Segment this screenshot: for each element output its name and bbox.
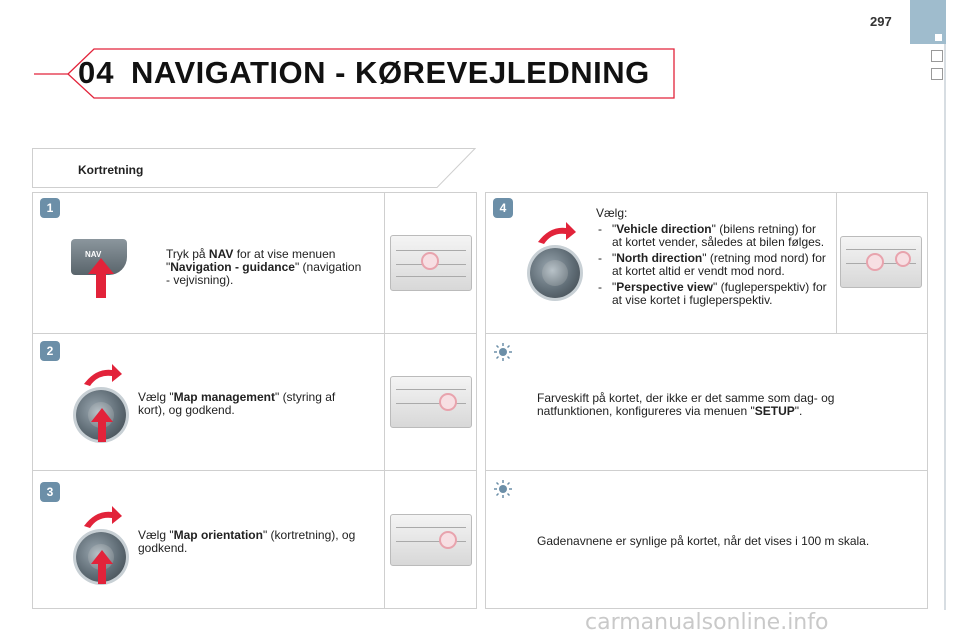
radio-panel-illustration	[390, 235, 472, 291]
column-divider	[384, 192, 385, 609]
tip-1-text: Farveskift på kortet, der ikke er det samme som dag- og natfunktionen, konfigureres via menuen "SETUP".	[537, 391, 835, 418]
step-1-text: Tryk på NAV for at vise menuen "Navigation - guidance" (navigation - vejvisning).	[166, 247, 362, 287]
rotate-arrow-icon	[82, 506, 122, 528]
tip-2-text: Gadenavnene er synlige på kortet, når det vises i 100 m skala.	[537, 534, 870, 548]
option-north-direction: - "North direction" (retning mod nord) for at kortet altid er vendt mod nord.	[596, 252, 828, 278]
step-badge: 3	[40, 482, 60, 502]
step-3-text: Vælg "Map orientation" (kortretning), og godkend.	[138, 528, 356, 555]
row-divider	[32, 333, 477, 334]
rotate-arrow-icon	[536, 222, 576, 244]
tab-marker	[935, 34, 942, 41]
step-badge: 1	[40, 198, 60, 218]
row-divider	[485, 333, 928, 334]
radio-panel-illustration	[840, 236, 922, 288]
row-divider	[485, 470, 928, 471]
press-arrow-icon	[91, 550, 113, 584]
row-divider	[32, 470, 477, 471]
tip-lightbulb-icon	[494, 343, 512, 361]
side-rule	[944, 44, 946, 610]
press-arrow-icon	[91, 408, 113, 442]
side-box-2	[931, 68, 943, 80]
side-box-1	[931, 50, 943, 62]
section-title: Kortretning	[78, 163, 144, 177]
nav-button-label: NAV	[85, 250, 102, 259]
column-divider	[836, 192, 837, 333]
step-badge: 4	[493, 198, 513, 218]
rotary-knob-icon	[530, 248, 580, 298]
option-perspective-view: - "Perspective view" (fugleperspektiv) for at vise kortet i fugleperspektiv.	[596, 281, 828, 307]
step-4-text: Vælg: - "Vehicle direction" (bilens retning) for at kortet vender, således at bilen følges. - "North direction" (retning mod nord) for at kortet altid er vendt mod nord. - "Perspective view" (fugleperspektiv) for at vise kortet i fugleperspektiv.	[596, 207, 828, 307]
page-number: 297	[870, 14, 892, 29]
radio-panel-illustration	[390, 514, 472, 566]
rotate-arrow-icon	[82, 364, 122, 386]
page-title: NAVIGATION - KØREVEJLEDNING	[131, 55, 650, 90]
tip-lightbulb-icon	[494, 480, 512, 498]
watermark: carmanualsonline.info	[585, 610, 829, 635]
step-2-text: Vælg "Map management" (styring af kort), og godkend.	[138, 390, 336, 417]
step-badge: 2	[40, 341, 60, 361]
radio-panel-illustration	[390, 376, 472, 428]
option-vehicle-direction: - "Vehicle direction" (bilens retning) for at kortet vender, således at bilen følges.	[596, 223, 828, 249]
chapter-number: 04	[78, 55, 115, 90]
press-arrow-icon	[88, 258, 114, 298]
